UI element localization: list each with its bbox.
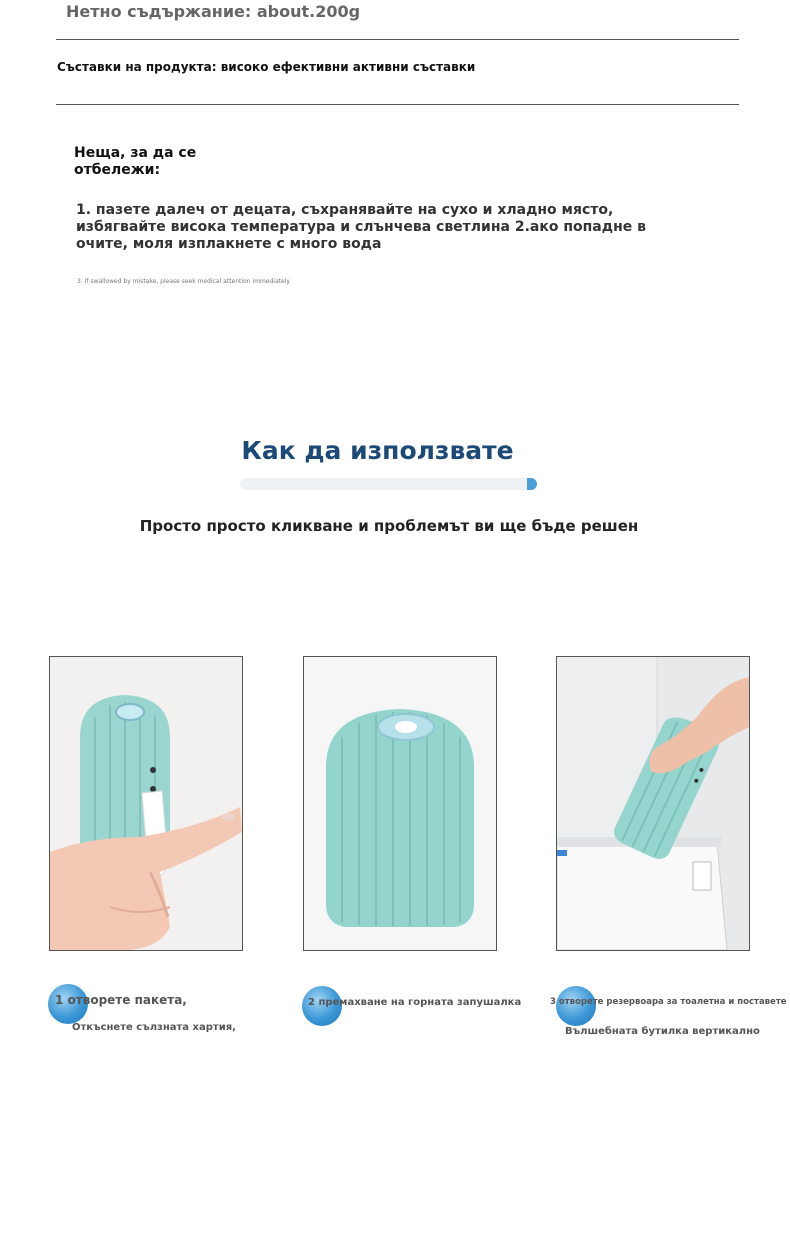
step3-photo: [556, 656, 750, 951]
step2-title: 2 премахване на горната запушалка: [308, 997, 522, 1008]
notes-small-text: 3. If swallowed by mistake, please seek medical attention immediately: [77, 278, 290, 285]
net-content-text: Нетно съдържание: about.200g: [66, 2, 361, 21]
ingredients-text: Съставки на продукта: високо ефективни активни съставки: [57, 60, 476, 74]
step1-photo: [49, 656, 243, 951]
decorative-bar: [240, 478, 535, 490]
step1-detail: Откъснете сълзната хартия,: [72, 1022, 236, 1033]
divider: [56, 104, 739, 105]
notes-body: 1. пазете далеч от децата, съхранявайте на сухо и хладно място, избягвайте висока температура и слънчева светлина 2.ако попадне в очите, моля изплакнете с много вода: [76, 202, 646, 252]
step1-title: 1 отворете пакета,: [55, 993, 187, 1007]
howto-title: Как да използвате: [241, 436, 514, 465]
step2-photo: [303, 656, 497, 951]
divider: [56, 39, 739, 40]
notes-title: Неща, за да се отбележи:: [74, 145, 197, 178]
howto-subtitle: Просто просто кликване и проблемът ви ще бъде решен: [139, 517, 639, 535]
decorative-bar-accent: [527, 478, 537, 490]
step3-title: 3 отворете резервоара за тоалетна и поставете: [550, 997, 787, 1007]
step3-detail: Вълшебната бутилка вертикално: [565, 1026, 760, 1037]
